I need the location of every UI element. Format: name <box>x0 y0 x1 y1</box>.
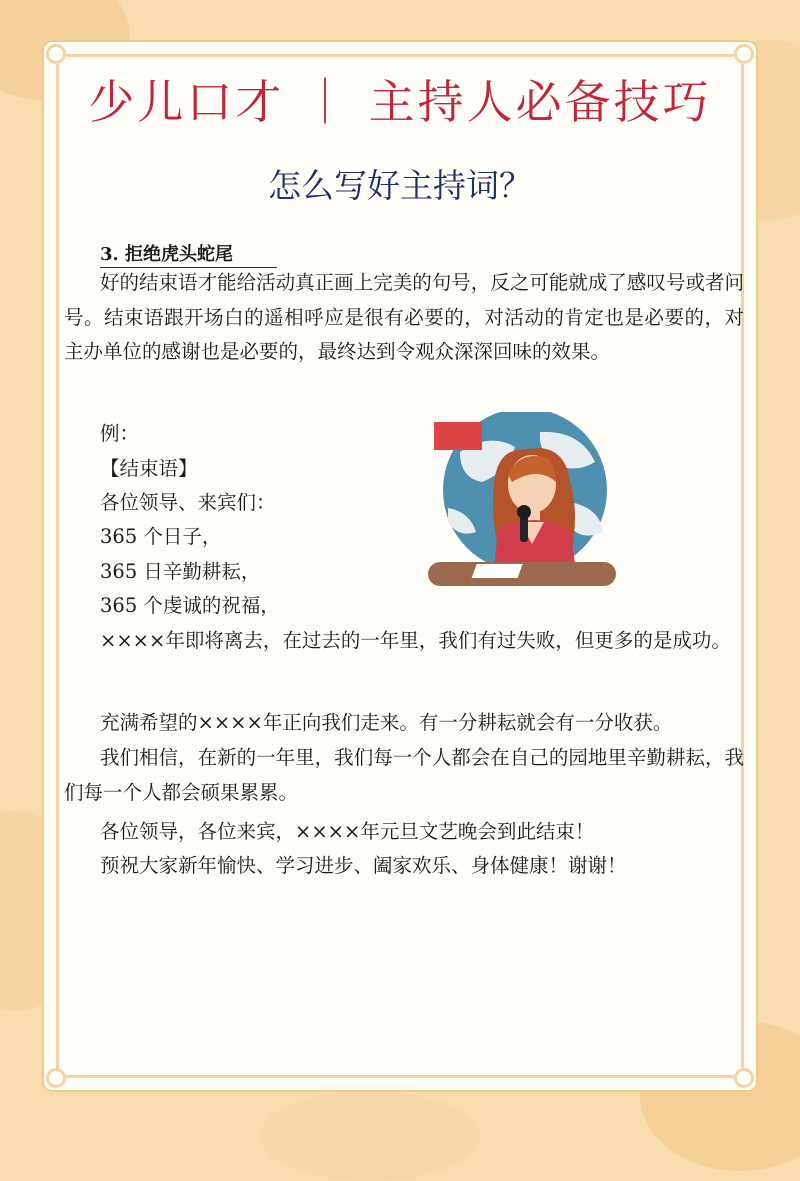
body-paragraph: 充满希望的××××年正向我们走来。有一分耕耘就会有一分收获。 <box>100 711 673 734</box>
page-subtitle: 怎么写好主持词？ <box>268 166 532 205</box>
verse-line: 365 日辛勤耕耘， <box>100 560 261 583</box>
news-anchor-illustration <box>420 412 620 592</box>
section-heading: 3. 拒绝虎头蛇尾 <box>100 240 277 268</box>
example-label: 例： <box>100 422 140 445</box>
greeting-line: 各位领导、来宾们： <box>100 491 276 514</box>
body-paragraph: 我们相信，在新的一年里，我们每一个人都会在自己的园地里辛勤耕耘，我们每一个人都会硕果累累。 <box>64 746 744 804</box>
frame-corner <box>46 1068 66 1088</box>
closing-tag: 【结束语】 <box>100 457 198 480</box>
page-title: 少儿口才 ｜ 主持人必备技巧 <box>88 75 712 129</box>
flag-icon <box>434 422 482 450</box>
verse-line: 365 个日子， <box>100 525 222 548</box>
frame-corner <box>46 44 66 64</box>
body-paragraph: 各位领导，各位来宾，××××年元旦文艺晚会到此结束！ <box>100 820 595 843</box>
body-paragraph: 预祝大家新年愉快、学习进步、阖家欢乐、身体健康！谢谢！ <box>100 854 627 877</box>
microphone-icon <box>520 516 528 542</box>
frame-corner <box>734 1068 754 1088</box>
frame-corner <box>734 44 754 64</box>
intro-paragraph: 好的结束语才能给活动真正画上完美的句号，反之可能就成了感叹号或者问号。结束语跟开场白的遥相呼应是很有必要的，对活动的肯定也是必要的，对主办单位的感谢也是必要的，最终达到令观众深深回味的效果。 <box>64 271 744 363</box>
body-paragraph: ××××年即将离去，在过去的一年里，我们有过失败，但更多的是成功。 <box>100 629 731 652</box>
verse-line: 365 个虔诚的祝福， <box>100 594 280 617</box>
background-blob <box>260 1091 480 1181</box>
